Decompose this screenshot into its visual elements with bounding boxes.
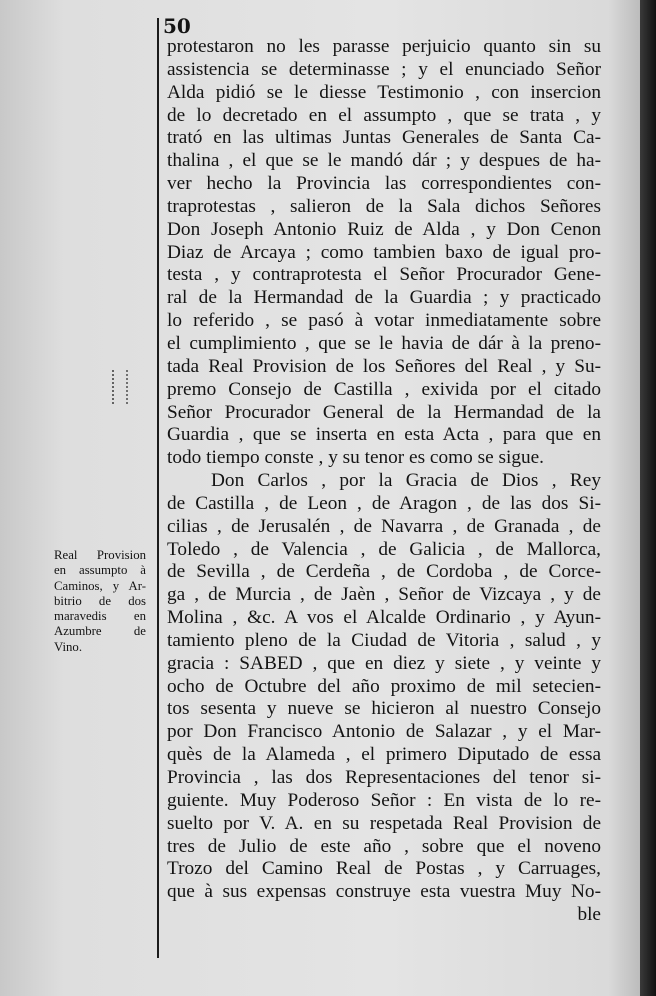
page-number: 50: [163, 14, 191, 38]
margin-note: [54, 548, 146, 655]
text-line: lo referido , se pasó à votar inmediatamente sobre: [167, 310, 601, 332]
text-line: tres de Julio de este año , sobre que el noveno: [167, 835, 601, 857]
text-line: ver hecho la Provincia las correspondientes con-: [167, 173, 601, 195]
catchword: ble: [577, 904, 601, 926]
margin-note-line: en assumpto à: [54, 563, 146, 578]
text-line: ga , de Murcia , de Jaèn , Señor de Vizcaya , y de: [167, 584, 601, 606]
text-line: el cumplimiento , que se le havia de dár à la preno-: [167, 332, 601, 354]
text-line: guiente. Muy Poderoso Señor : En vista de lo re-: [167, 789, 601, 811]
text-line: cilias , de Jerusalén , de Navarra , de Granada , de: [167, 515, 601, 537]
text-line: gracia : SABED , que en diez y siete , y veinte y: [167, 652, 601, 674]
text-line: Alda pidió se le diesse Testimonio , con insercion: [167, 81, 601, 103]
text-line: de Sevilla , de Cerdeña , de Cordoba , de Corce-: [167, 561, 601, 583]
text-line: ocho de Octubre del año proximo de mil setecien-: [167, 675, 601, 697]
text-line: Toledo , de Valencia , de Galicia , de Mallorca,: [167, 538, 601, 560]
text-line: traprotestas , salieron de la Sala dichos Señores: [167, 195, 601, 217]
page-edge-shadow: [640, 0, 656, 996]
margin-rule: [157, 18, 159, 958]
text-line: Don Joseph Antonio Ruiz de Alda , y Don Cenon: [167, 218, 601, 240]
text-line: Provincia , las dos Representaciones del tenor si-: [167, 767, 601, 788]
text-line: premo Consejo de Castilla , exivida por el citado: [167, 378, 601, 400]
text-line: Diaz de Arcaya ; como tambien baxo de igual pro-: [167, 241, 601, 263]
text-line: todo tiempo conste , y su tenor es como se sigue.: [167, 447, 544, 469]
margin-note-line: Azumbre de: [54, 624, 146, 639]
margin-note-line: Vino.: [54, 639, 83, 654]
text-line: quès de la Alameda , el primero Diputado de essa: [167, 744, 601, 766]
margin-note-line: maravedis en: [54, 609, 146, 624]
text-line: que à sus expensas construye esta vuestra Muy No-: [167, 881, 601, 903]
margin-note-line: bitrio de dos: [54, 593, 146, 608]
margin-note-line: Real Provision: [54, 548, 146, 562]
margin-note-line: Caminos, y Ar-: [54, 578, 146, 593]
text-line: assistencia se determinasse ; y el enunciado Señor: [167, 58, 601, 80]
text-line: Trozo del Camino Real de Postas , y Carruages,: [167, 858, 601, 880]
text-line: tamiento pleno de la Ciudad de Vitoria , salud , y: [167, 629, 601, 651]
text-line: testa , y contraprotesta el Señor Procurador Gene-: [167, 264, 601, 286]
text-line: de Castilla , de Leon , de Aragon , de las dos Si-: [167, 492, 601, 514]
text-line: Señor Procurador General de la Hermandad de la: [167, 401, 601, 423]
body-text: [167, 36, 601, 927]
text-line: thalina , el que se le mandó dár ; y despues de ha-: [167, 150, 601, 172]
text-line: tada Real Provision de los Señores del Real , y Su-: [167, 355, 601, 377]
text-line: ral de la Hermandad de la Guardia ; y practicado: [167, 287, 601, 309]
text-line: tos sesenta y nueve se hicieron al nuestro Consejo: [167, 698, 601, 720]
text-line: Molina , &c. A vos el Alcalde Ordinario , y Ayun-: [167, 607, 601, 629]
text-line: Don Carlos , por la Gracia de Dios , Rey: [211, 470, 601, 492]
text-line: protestaron no les parasse perjuicio quanto sin su: [167, 36, 601, 57]
text-line: por Don Francisco Antonio de Salazar , y el Mar-: [167, 721, 601, 743]
marginal-ink-mark: [112, 370, 128, 404]
text-line: trató en las ultimas Juntas Generales de Santa Ca-: [167, 127, 601, 149]
text-line: Guardia , que se inserta en esta Acta , para que en: [167, 424, 601, 446]
text-line: suelto por V. A. en su respetada Real Provision de: [167, 812, 601, 834]
text-line: de lo decretado en el assumpto , que se trata , y: [167, 104, 601, 126]
